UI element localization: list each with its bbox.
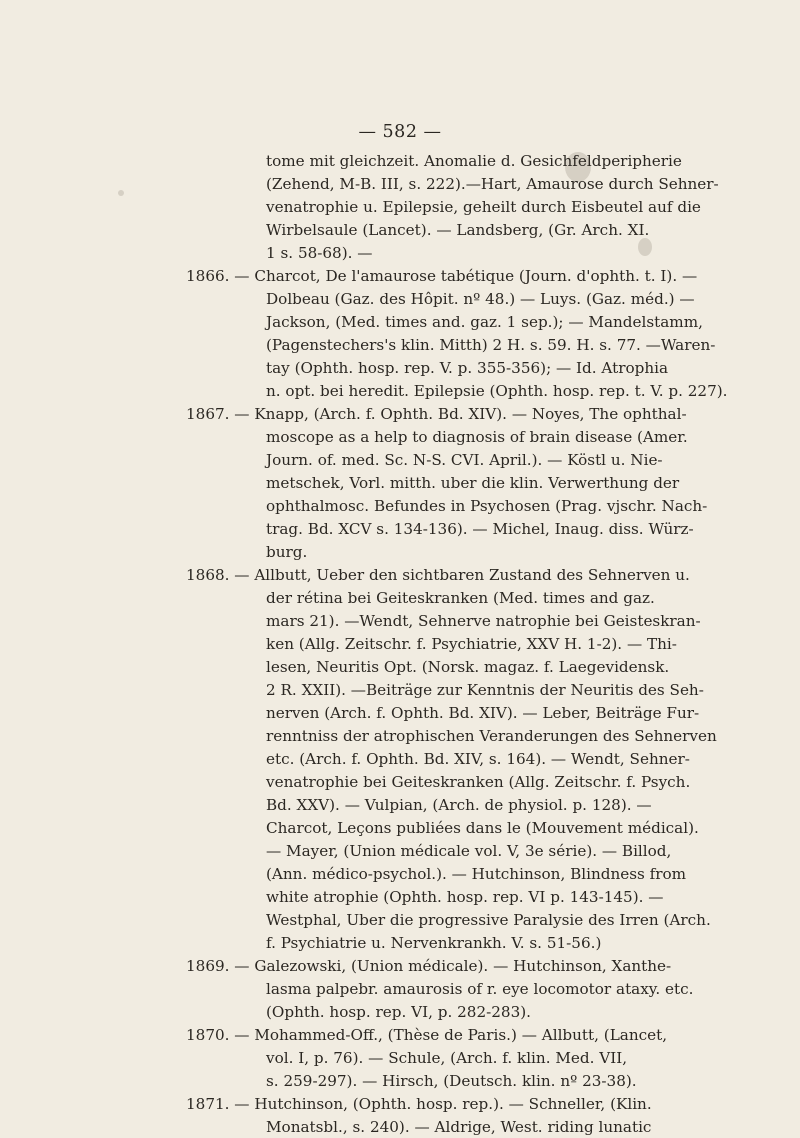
text-line: (Pagenstechers's klin. Mitth) 2 H. s. 59. H. s. 77. —Waren- bbox=[266, 336, 716, 354]
text-line: (Zehend, M-B. III, s. 222).—Hart, Amaurose durch Sehner- bbox=[266, 175, 719, 193]
text-line: Wirbelsaule (Lancet). — Landsberg, (Gr. Arch. XI. bbox=[266, 221, 650, 239]
text-line: n. opt. bei heredit. Epilepsie (Ophth. hosp. rep. t. V. p. 227). bbox=[266, 382, 728, 400]
text-line: nerven (Arch. f. Ophth. Bd. XIV). — Leber, Beiträge Fur- bbox=[266, 704, 700, 722]
text-line: Monatsbl., s. 240). — Aldrige, West. riding lunatic bbox=[266, 1118, 652, 1136]
text-line: Bd. XXV). — Vulpian, (Arch. de physiol. p. 128). — bbox=[266, 796, 652, 814]
text-line: moscope as a help to diagnosis of brain disease (Amer. bbox=[266, 428, 688, 446]
text-line: venatrophie u. Epilepsie, geheilt durch Eisbeutel auf die bbox=[266, 198, 701, 216]
text-line: s. 259-297). — Hirsch, (Deutsch. klin. nº 23-38). bbox=[266, 1072, 637, 1090]
ink-bleed-mark bbox=[118, 190, 124, 196]
text-line: (Ophth. hosp. rep. VI, p. 282-283). bbox=[266, 1003, 532, 1021]
text-line: ophthalmosc. Befundes in Psychosen (Prag. vjschr. Nach- bbox=[266, 497, 708, 515]
year-entry-line: 1866. — Charcot, De l'amaurose tabétique (Journ. d'ophth. t. I). — bbox=[186, 267, 698, 285]
text-line: burg. bbox=[266, 543, 308, 561]
text-line: Westphal, Uber die progressive Paralysie des Irren (Arch. bbox=[266, 911, 711, 929]
text-line: trag. Bd. XCV s. 134-136). — Michel, Inaug. diss. Würz- bbox=[266, 520, 694, 538]
text-line: etc. (Arch. f. Ophth. Bd. XIV, s. 164). — Wendt, Sehner- bbox=[266, 750, 690, 768]
text-line: white atrophie (Ophth. hosp. rep. VI p. 143-145). — bbox=[266, 888, 664, 906]
text-line: Jackson, (Med. times and. gaz. 1 sep.); — Mandelstamm, bbox=[266, 313, 703, 331]
text-line: Dolbeau (Gaz. des Hôpit. nº 48.) — Luys. (Gaz. méd.) — bbox=[266, 290, 695, 308]
year-entry-line: 1867. — Knapp, (Arch. f. Ophth. Bd. XIV). — Noyes, The ophthal- bbox=[186, 405, 687, 423]
year-entry-line: 1871. — Hutchinson, (Ophth. hosp. rep.). — Schneller, (Klin. bbox=[186, 1095, 652, 1113]
text-line: 2 R. XXII). —Beiträge zur Kenntnis der Neuritis des Seh- bbox=[266, 681, 704, 699]
text-line: der rétina bei Geiteskranken (Med. times and gaz. bbox=[266, 589, 655, 607]
text-line: vol. I, p. 76). — Schule, (Arch. f. klin. Med. VII, bbox=[266, 1049, 628, 1067]
text-line: lesen, Neuritis Opt. (Norsk. magaz. f. Laegevidensk. bbox=[266, 658, 670, 676]
text-line: renntniss der atrophischen Veranderungen des Sehnerven bbox=[266, 727, 717, 745]
text-line: — Mayer, (Union médicale vol. V, 3e série). — Billod, bbox=[266, 842, 672, 860]
page-number: — 582 — bbox=[358, 122, 442, 142]
text-line: mars 21). —Wendt, Sehnerve natrophie bei Geisteskran- bbox=[266, 612, 701, 630]
text-line: lasma palpebr. amaurosis of r. eye locomotor ataxy. etc. bbox=[266, 980, 694, 998]
year-entry-line: 1868. — Allbutt, Ueber den sichtbaren Zustand des Sehnerven u. bbox=[186, 566, 690, 584]
text-line: Journ. of. med. Sc. N-S. CVI. April.). — Köstl u. Nie- bbox=[266, 451, 663, 469]
text-line: f. Psychiatrie u. Nervenkrankh. V. s. 51-56.) bbox=[266, 934, 602, 952]
text-line: metschek, Vorl. mitth. uber die klin. Verwerthung der bbox=[266, 474, 680, 492]
year-entry-line: 1870. — Mohammed-Off., (Thèse de Paris.) — Allbutt, (Lancet, bbox=[186, 1026, 668, 1044]
year-entry-line: 1869. — Galezowski, (Union médicale). — Hutchinson, Xanthe- bbox=[186, 957, 672, 975]
text-line: tay (Ophth. hosp. rep. V. p. 355-356); — Id. Atrophia bbox=[266, 359, 669, 377]
text-line: ken (Allg. Zeitschr. f. Psychiatrie, XXV H. 1-2). — Thi- bbox=[266, 635, 677, 653]
text-line: tome mit gleichzeit. Anomalie d. Gesichfeldperipherie bbox=[266, 152, 682, 170]
text-line: Charcot, Leçons publiées dans le (Mouvement médical). bbox=[266, 819, 699, 837]
text-line: 1 s. 58-68). — bbox=[266, 244, 373, 262]
text-line: (Ann. médico-psychol.). — Hutchinson, Blindness from bbox=[266, 865, 687, 883]
text-line: venatrophie bei Geiteskranken (Allg. Zeitschr. f. Psych. bbox=[266, 773, 691, 791]
